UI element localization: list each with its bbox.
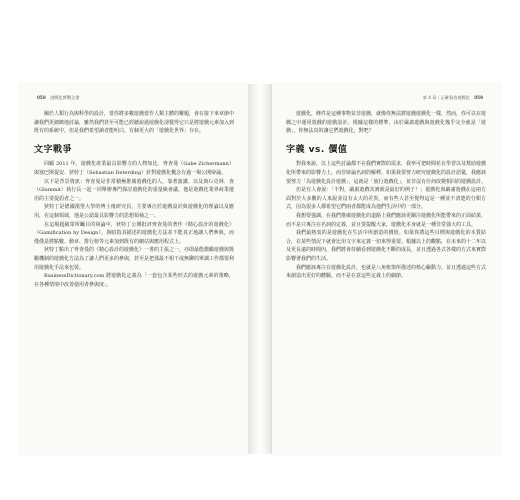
left-paragraph: BusinessDictionary.com 將遊戲化定義為「一套包含某些形式的遊戲元素的策略，在各種情境中改善使用者參與度」。 [34,273,234,288]
book-spread [20,84,500,454]
left-page [20,84,248,454]
left-paragraph: 以下是背景資訊：齊查曼是非常積極推廣遊戲化的人，靠著演講、以及與Ｇ克林．查（Glummit）執行長一起一同舉辦專門探討遊戲化的重量級會議，他是遊戲化業界商業運用的主要提倡者之一。 [34,178,234,202]
left-paragraph: 狄特丁點出了齊查曼的《精心設計的遊戲化》一書的主張之一，亦即最能激勵遊戲與獎勵機制的遊戲化方法為了讓人們更多的參與，甚至是把那最不相干或無聊的單調工作都要利用遊戲化手法來包裝。 [34,247,235,271]
left-page-number: 058 [37,95,46,100]
left-running-head-title: 遊戲化實戰全書 [50,95,80,100]
section-heading-meaning-vs-value: 字義 vs. 價值 [286,144,348,155]
right-paragraph: 我想要強調，在我們推廣遊戲化的道路上我們應該更關注遊戲化所能帶來的正面結果，而不是只專注在名詞的定義，並且要提醒大家，遊戲化本身就是一種非常強大的工具。 [286,212,487,228]
section-heading-word-war: 文字戰爭 [34,144,73,155]
right-running-head [423,95,486,101]
left-page-body [34,110,234,289]
right-intro-paragraph: 遊戲化，條件是這種事物並非遊戲，就像你無法將遊戲遊戲化一樣，然而，你可以在遊戲之中運用遊戲的遊戲設計。根據這樣的標準，由於嚴肅遊戲與遊戲化幾乎完全就是「遊戲」，你無法真的讓它們遊戲化，對吧？ [286,111,487,135]
left-intro-paragraph: 關於人類行為與科學的設計，當你將多數遊戲當作人類主體的難題，會在接下來章節中讓我們更細緻地討論，雖然我們甚至可能已經聽說過遊戲化卻覺得它只是將遊戲元素加入到既有的系統中，但是我們希望讀者能明白，有個更大的「遊戲化世界」存在。 [34,111,235,135]
right-running-head-title: 第 4 章｜正確看待遊戲化 [422,95,470,100]
right-paragraph: 對我來說，以上這些討論都不在我們實際的需求，我寧可把時間花在學習以及幫助遊戲化所帶來的影響力上，而非辯論名詞的解釋。如果我要努力研究遊戲化的設計語彙，我應該要努力「為遊戲化設計遊戲」，這就是「旅行遊戲化」，並非沒有任何改變相同的遊戲設計。 [286,161,487,185]
right-page [272,84,500,454]
left-paragraph: 回顧 2011 年，遊戲化產業最具影響力的人物如比．齊查曼（Gabe Zichermann）與塞巴斯提安．狄特丁（Sebastian Deterding）針對遊戲化概念有過一場公開辯論。 [34,161,234,176]
right-paragraph: 我們應該專注在遊戲化設計，也就是八角框架所描述的核心驅動力，並且透過這些方式來創造出更好的體驗，而不是在意這些定義上的細節。 [286,264,487,280]
right-page-number: 059 [474,95,483,100]
left-running-head [34,95,79,101]
right-paragraph: 我們最熱衷的是遊戲化在生活中所創造的價值。如果你將這些目標與遊戲化的本質結合，在某些情況下就會比用文字來定義一切來得重要。根據以上的觀點，在未來的十二年以及更長遠的時間內，我們將會持續看到遊戲化不斷的成長，並且透過各式各樣的方式來實際影響著我們的生活。 [286,230,487,262]
left-paragraph: 在這場超級眾所矚目的辯論中，狄特丁公開批評齊查曼的著作《精心設計的遊戲化》（Gamification by Design），與暗指其描述的遊戲化方法並不能真正地讓人們參與，而僅僅是將點數、勳章、排行榜等元素加到既有的網站與應用程式上。 [34,221,234,245]
right-paragraph: 但是有人會說：「不對，嚴肅遊戲其實就是最好的例子！」遊戲化與嚴肅遊戲在這兩方面對於大多數的人來說並沒有太大的差異，而有些人甚至覺得這是一種並不清楚的分類方式，因為很多人都希望它們兩者都能成為他們生活中的一部分。 [286,187,486,211]
book-gutter [248,84,272,454]
left-paragraph: 狄特丁是德國漢堡大學的博士後研究員，主要專注於遊戲設計與遊戲化的理論以及應用，在這個領域，他是公認最具影響力的思想領袖之一。 [34,204,234,219]
right-page-body [286,110,486,281]
